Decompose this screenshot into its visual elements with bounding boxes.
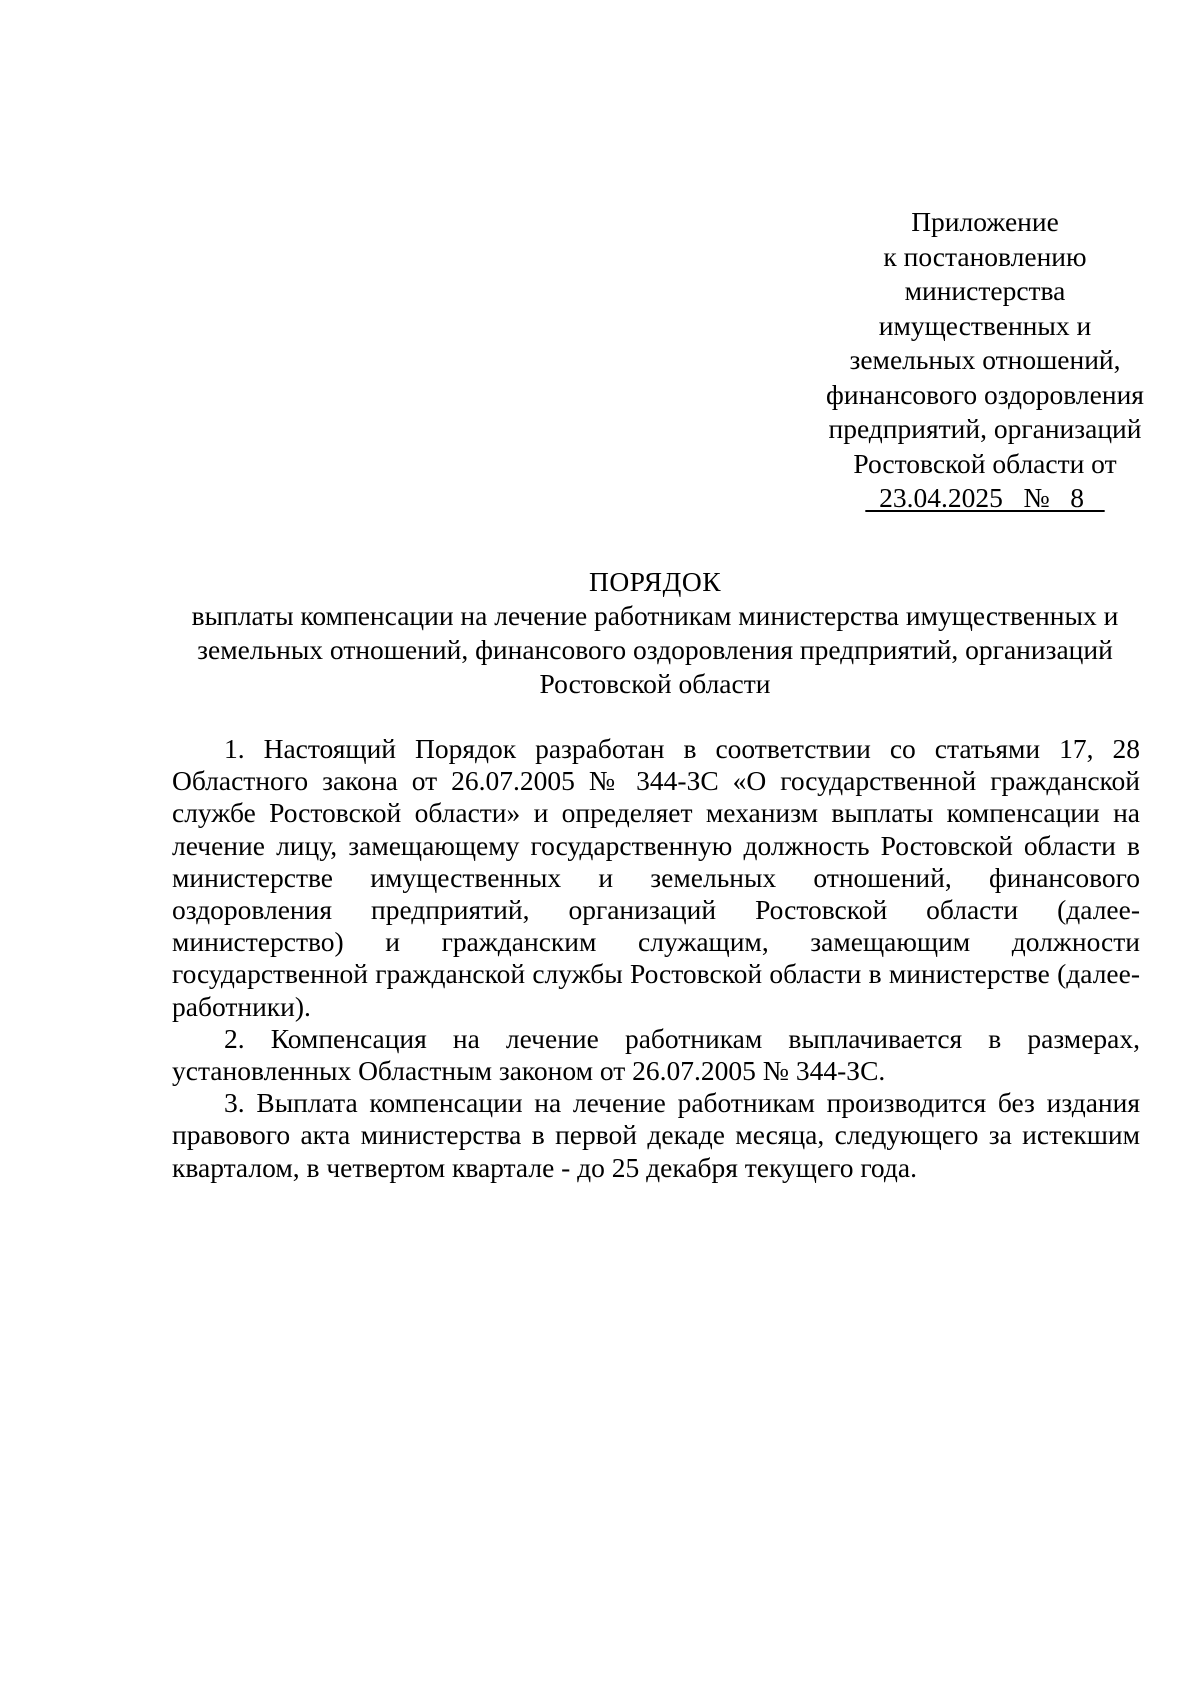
appendix-date-number [780,481,1190,516]
date-number-underlined: 23.04.2025 № 8 [865,482,1105,513]
appendix-line: Ростовской области от [853,447,1117,479]
document-subtitle-line: Ростовской области [539,668,771,699]
document-subtitle-line: земельных отношений, финансового оздоровления предприятий, организаций [197,634,1113,665]
document-title: ПОРЯДОК [588,566,722,597]
paragraph-2: 2. Компенсация на лечение работникам выплачивается в размерах, установленных Областным законом от 26.07.2005 № 344-ЗС. [172,1022,1140,1087]
appendix-line: земельных отношений, [849,344,1121,375]
appendix-line: финансового оздоровления [826,378,1144,410]
document-subtitle-line: выплаты компенсации на лечение работникам министерства имущественных и [191,600,1119,631]
document-body [172,733,1140,1184]
document-title-block [170,565,1140,701]
paragraph-1: 1. Настоящий Порядок разработан в соответствии со статьями 17, 28 Областного закона от 26.07.2005 № 344-ЗС «О государственной гражданской службе Ростовской области» и определяет механизм выплаты компенсации на лечение лицу, замещающему государственную должность Ростовской области в министерстве имущественных и земельных отношений, финансового оздоровления предприятий, организаций Ростовской области (далее-министерство) и гражданским служащим, замещающим должности государственной гражданской службы Ростовской области в министерстве (далее-работники). [172,733,1140,1022]
appendix-line: к постановлению [883,240,1087,272]
appendix-line: Приложение [911,206,1059,237]
appendix-line: министерства [904,275,1066,306]
appendix-header [780,205,1190,516]
appendix-line: предприятий, организаций [828,413,1142,444]
appendix-line: имущественных и [878,309,1092,341]
paragraph-3: 3. Выплата компенсации на лечение работникам производится без издания правового акта министерства в первой декаде месяца, следующего за истекшим кварталом, в четвертом квартале - до 25 декабря текущего года. [172,1087,1140,1183]
